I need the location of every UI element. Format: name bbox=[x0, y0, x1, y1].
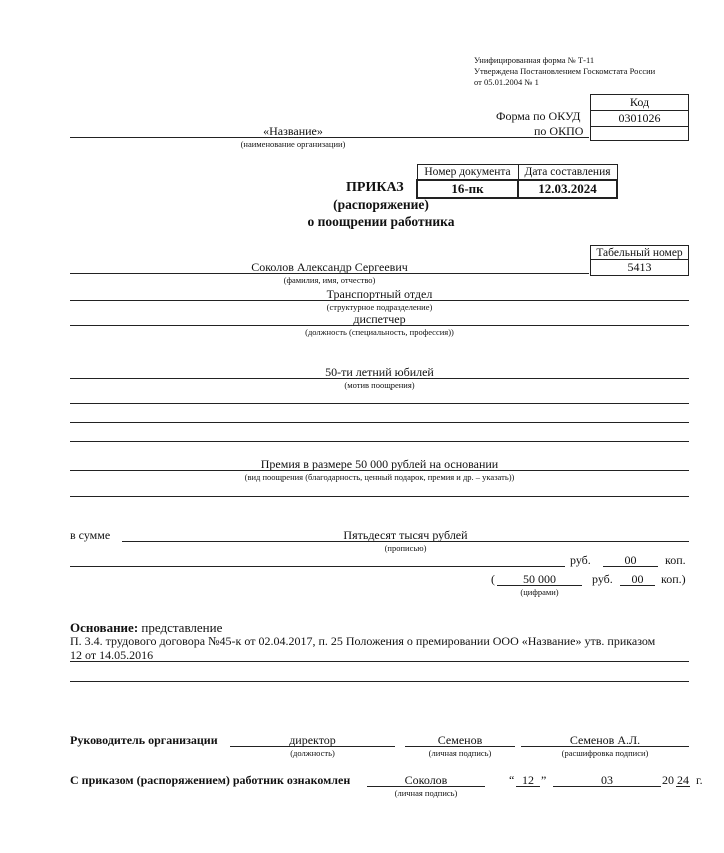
kop-value: 00 bbox=[624, 553, 637, 567]
reward-type: Премия в размере 50 000 рублей на основании bbox=[260, 457, 499, 471]
basis-line3: 12 от 14.05.2016 bbox=[70, 648, 154, 662]
basis-line2: П. 3.4. трудового договора №45-к от 02.04.2017, п. 25 Положения о премировании ООО «Название» утв. приказом bbox=[70, 634, 656, 648]
head-decoding: Семенов А.Л. bbox=[569, 733, 641, 747]
head-label: Руководитель организации bbox=[70, 733, 218, 747]
reward-caption: (вид поощрения (благодарность, ценный подарок, премия и др. – указать)) bbox=[244, 472, 515, 482]
sign-month: 03 bbox=[601, 773, 613, 787]
sign-day: 12 bbox=[522, 773, 534, 787]
sum-words: Пятьдесят тысяч рублей bbox=[343, 528, 468, 542]
form-note-line1: Унифицированная форма № Т-11 bbox=[474, 55, 595, 65]
doc-number-table bbox=[416, 164, 618, 199]
head-decoding-caption: (расшифровка подписи) bbox=[561, 748, 649, 758]
okpo-label: по ОКПО bbox=[534, 124, 584, 138]
okud-value: 0301026 bbox=[591, 111, 689, 127]
code-table bbox=[590, 94, 689, 141]
sum-digits-caption: (цифрами) bbox=[520, 587, 559, 597]
head-position-caption: (должность) bbox=[290, 748, 335, 758]
employee-name-caption: (фамилия, имя, отчество) bbox=[283, 275, 376, 285]
department-caption: (структурное подразделение) bbox=[326, 302, 433, 312]
sign-year: 24 bbox=[677, 773, 689, 787]
tab-number-value: 5413 bbox=[591, 260, 689, 276]
year-prefix: 20 bbox=[662, 773, 674, 787]
organization-name: «Название» bbox=[263, 124, 323, 138]
employee-name: Соколов Александр Сергеевич bbox=[251, 260, 408, 274]
doc-date-header: Дата составления bbox=[518, 165, 617, 181]
doc-number-header: Номер документа bbox=[417, 165, 518, 181]
form-note-line2: Утверждена Постановлением Госкомстата России bbox=[474, 66, 656, 76]
order-title: ПРИКАЗ bbox=[346, 180, 404, 195]
kop-label: коп. bbox=[665, 553, 686, 567]
tab-number-table bbox=[590, 245, 689, 276]
rub-label: руб. bbox=[570, 553, 591, 567]
employee-signature: Соколов bbox=[404, 773, 448, 787]
position: диспетчер bbox=[353, 312, 406, 326]
basis-first: представление bbox=[141, 620, 223, 635]
year-label: г. bbox=[696, 773, 703, 787]
okud-label: Форма по ОКУД bbox=[496, 109, 581, 123]
kop-value-2: 00 bbox=[631, 572, 644, 586]
sum-label: в сумме bbox=[70, 528, 111, 542]
head-signature: Семенов bbox=[437, 733, 483, 747]
position-caption: (должность (специальность, профессия)) bbox=[305, 327, 454, 337]
motive: 50-ти летний юбилей bbox=[325, 365, 434, 379]
acquainted-label: С приказом (распоряжением) работник ознакомлен bbox=[70, 773, 351, 787]
sum-digits: 50 000 bbox=[523, 572, 556, 586]
doc-number-value: 16-пк bbox=[417, 180, 518, 198]
head-position: директор bbox=[289, 733, 336, 747]
tab-number-header: Табельный номер bbox=[591, 246, 689, 260]
form-note-line3: от 05.01.2004 № 1 bbox=[474, 77, 539, 87]
open-paren: ( bbox=[491, 572, 495, 586]
employee-signature-caption: (личная подпись) bbox=[394, 788, 458, 798]
order-subtitle: (распоряжение) bbox=[333, 197, 429, 212]
department: Транспортный отдел bbox=[326, 287, 433, 301]
head-signature-caption: (личная подпись) bbox=[428, 748, 492, 758]
rub-label-2: руб. bbox=[592, 572, 613, 586]
organization-caption: (наименование организации) bbox=[240, 139, 346, 149]
quote-close: ” bbox=[541, 773, 547, 787]
quote-open: “ bbox=[509, 773, 515, 787]
motive-caption: (мотив поощрения) bbox=[344, 380, 415, 390]
order-topic: о поощрении работника bbox=[307, 214, 455, 229]
basis-label: Основание: bbox=[70, 620, 139, 635]
code-header: Код bbox=[591, 95, 689, 111]
sum-words-caption: (прописью) bbox=[384, 543, 427, 553]
kop-label-2: коп.) bbox=[661, 572, 686, 586]
okpo-value bbox=[591, 127, 689, 141]
doc-date-value: 12.03.2024 bbox=[518, 180, 617, 198]
